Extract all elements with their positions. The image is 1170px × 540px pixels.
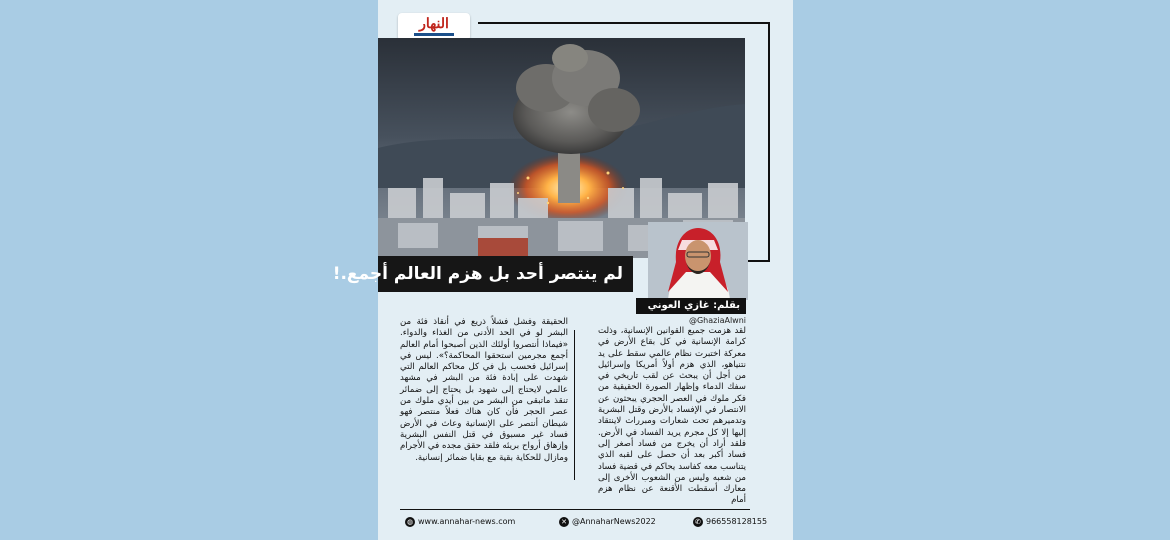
article-headline: لم ينتصر أحد بل هزم العالم أجمع.! xyxy=(332,264,623,284)
footer-divider xyxy=(400,509,750,510)
newspaper-logo[interactable] xyxy=(398,13,470,41)
headline-banner xyxy=(332,256,633,292)
author-photo xyxy=(648,222,748,300)
right-background-pane xyxy=(793,0,1170,540)
article-page xyxy=(332,0,793,540)
footer-whatsapp[interactable] xyxy=(690,514,767,530)
article-column-left: الحقيقة وفشل فشلاً ذريع في أنقاذ فئة من البشر لو في الحد الأدنى من الغذاء والدواء. «فيماذا أنتصروا أولئك الذين أصبحوا أمام العالم أجمع مجرمين استحقوا المحاكمة؟». ليس في إسرائيل فحسب بل في كل محاكم العالم التي شهدت على إبادة فئة من البشر في مشهد عالمي لايحتاج إلى شهود بل يحتاج إلى ضمائر تنقذ ماتبقى من البشر من بين أيدي ملوك من عصر الحجر فأن كان هناك فعلاً منتصر فهو شيطان أنتصر على الإنسانية وعاث في الأرض فساد غير مسبوق في قتل النفس البشرية وإزهاق أرواح بريئه فلقد حقق مجده في الأجرام ومازال للحكاية بقية مع بقايا ضمائر إنسانية. xyxy=(400,317,568,463)
footer-x-account[interactable] xyxy=(556,514,656,530)
author-handle[interactable]: @GhaziaAlwni xyxy=(688,316,746,325)
frame-top-line xyxy=(478,22,770,24)
whatsapp-icon: ✆ xyxy=(693,517,703,527)
column-divider xyxy=(574,330,575,480)
globe-icon: ◍ xyxy=(406,517,414,526)
footer-website[interactable] xyxy=(402,514,515,530)
frame-bottom-line xyxy=(745,260,770,262)
byline-banner xyxy=(636,298,746,314)
x-handle-text: @AnnaharNews2022 xyxy=(572,517,656,526)
logo-bar xyxy=(414,33,454,36)
author-portrait-illustration xyxy=(648,222,748,300)
website-text: www.annahar-news.com xyxy=(418,517,516,526)
left-background-pane xyxy=(0,0,378,540)
logo-text: النهار xyxy=(419,16,449,32)
x-logo-icon: ✕ xyxy=(559,517,569,527)
article-column-right: لقد هزمت جميع القوانين الإنسانية، وذلت كرامة الإنسانية في كل بقاع الأرض في معركة اختبرت نظام عالمي سقط على يد نتنياهو، الذي هزم أولاً أمريكا وإسرائيل من أجل أن يبحث عن لقب تاريخي في سفك الدماء وإظهار الصورة الحقيقية من فكر ملوك في العصر الحجري يبحثون عن الانتصار في الإفساد بالأرض وقتل البشرية وتدميرهم تحت شعارات ومبررات لاينتقاد إليها إلا كل مجرم يريد الفساد في الأرض. فلقد أراد أن يخرج من فساد أصغر إلى فساد أكبر بعد أن حصل على لقبه الذي يتناسب معه كفاسد يحاكم في قضية فساد من شعبه وليس من الشعوب الأخرى إلى معارك أسقطت الأقنعة عن نظام هزم أمام xyxy=(598,326,746,506)
phone-text: 966558128155 xyxy=(706,517,768,526)
author-byline: بقلم: غازي العوني xyxy=(647,300,740,311)
frame-right-line xyxy=(768,22,770,262)
